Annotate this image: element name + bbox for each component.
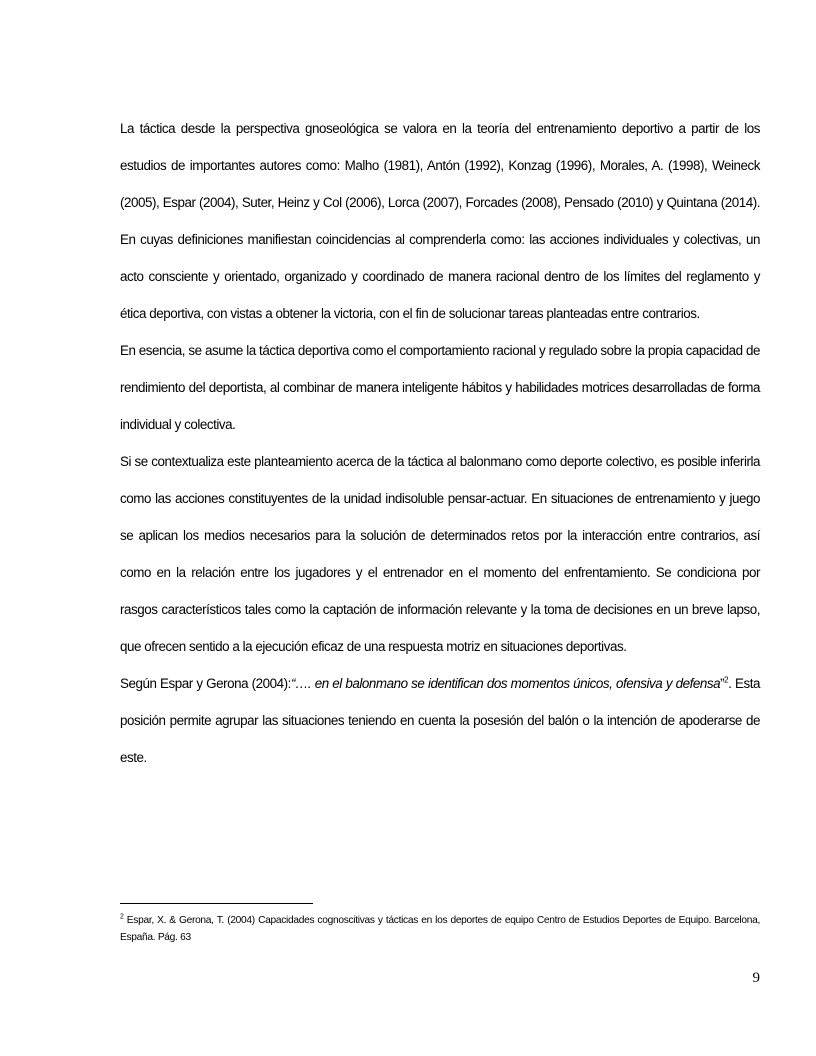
footnote-number: 2 [120,913,124,921]
body-text [120,110,760,776]
paragraph-3: Si se contextualiza este planteamiento acerca de la táctica al balonmano como deporte colectivo, es posible inferirla como las acciones constituyentes de la unidad indisoluble pensar-actuar. En situaciones de entrenamiento y juego se aplican los medios necesarios para la solución de determinados retos por la interacción entre contrarios, así como en la relación entre los jugadores y el entrenador en el momento del enfrentamiento. Se condiciona por rasgos característicos tales como la captación de información relevante y la toma de decisiones en un breve lapso, que ofrecen sentido a la ejecución eficaz de una respuesta motriz en situaciones deportivas. [120,454,760,654]
footnote-separator [120,903,313,904]
citation-intro: Según Espar y Gerona (2004): [120,676,291,691]
paragraph-4 [120,665,760,776]
paragraph-4-rest: . Esta posición permite agrupar las situaciones teniendo en cuenta la posesión del balón o la intención de apoderarse de este. [120,676,760,765]
footnote [120,912,760,946]
paragraph-1: La táctica desde la perspectiva gnoseológica se valora en la teoría del entrenamiento deportivo a partir de los estudios de importantes autores como: Malho (1981), Antón (1992), Konzag (1996), Morales, A. (1998), Weineck (2005), Espar (2004), Suter, Heinz y Col (2006), Lorca (2007), Forcades (2008), Pensado (2010) y Quintana (2014). En cuyas definiciones manifiestan coincidencias al comprenderla como: las acciones individuales y colectivas, un acto consciente y orientado, organizado y coordinado de manera racional dentro de los límites del reglamento y ética deportiva, con vistas a obtener la victoria, con el fin de solucionar tareas planteadas entre contrarios. [120,121,760,321]
footnote-text: Espar, X. & Gerona, T. (2004) Capacidades cognoscitivas y tácticas en los deportes de equipo Centro de Estudios Deportes de Equipo. Barcelona, España. Pág. 63 [120,915,760,943]
paragraph-2: En esencia, se asume la táctica deportiva como el comportamiento racional y regulado sobre la propia capacidad de rendimiento del deportista, al combinar de manera inteligente hábitos y habilidades motrices desarrolladas de forma individual y colectiva. [120,343,760,432]
quote-close: ” [720,676,725,691]
italic-quote: “…. en el balonmano se identifican dos momentos únicos, ofensiva y defensa [290,676,721,691]
page-number: 9 [752,970,760,986]
footnote-reference[interactable]: 2 [724,675,729,685]
